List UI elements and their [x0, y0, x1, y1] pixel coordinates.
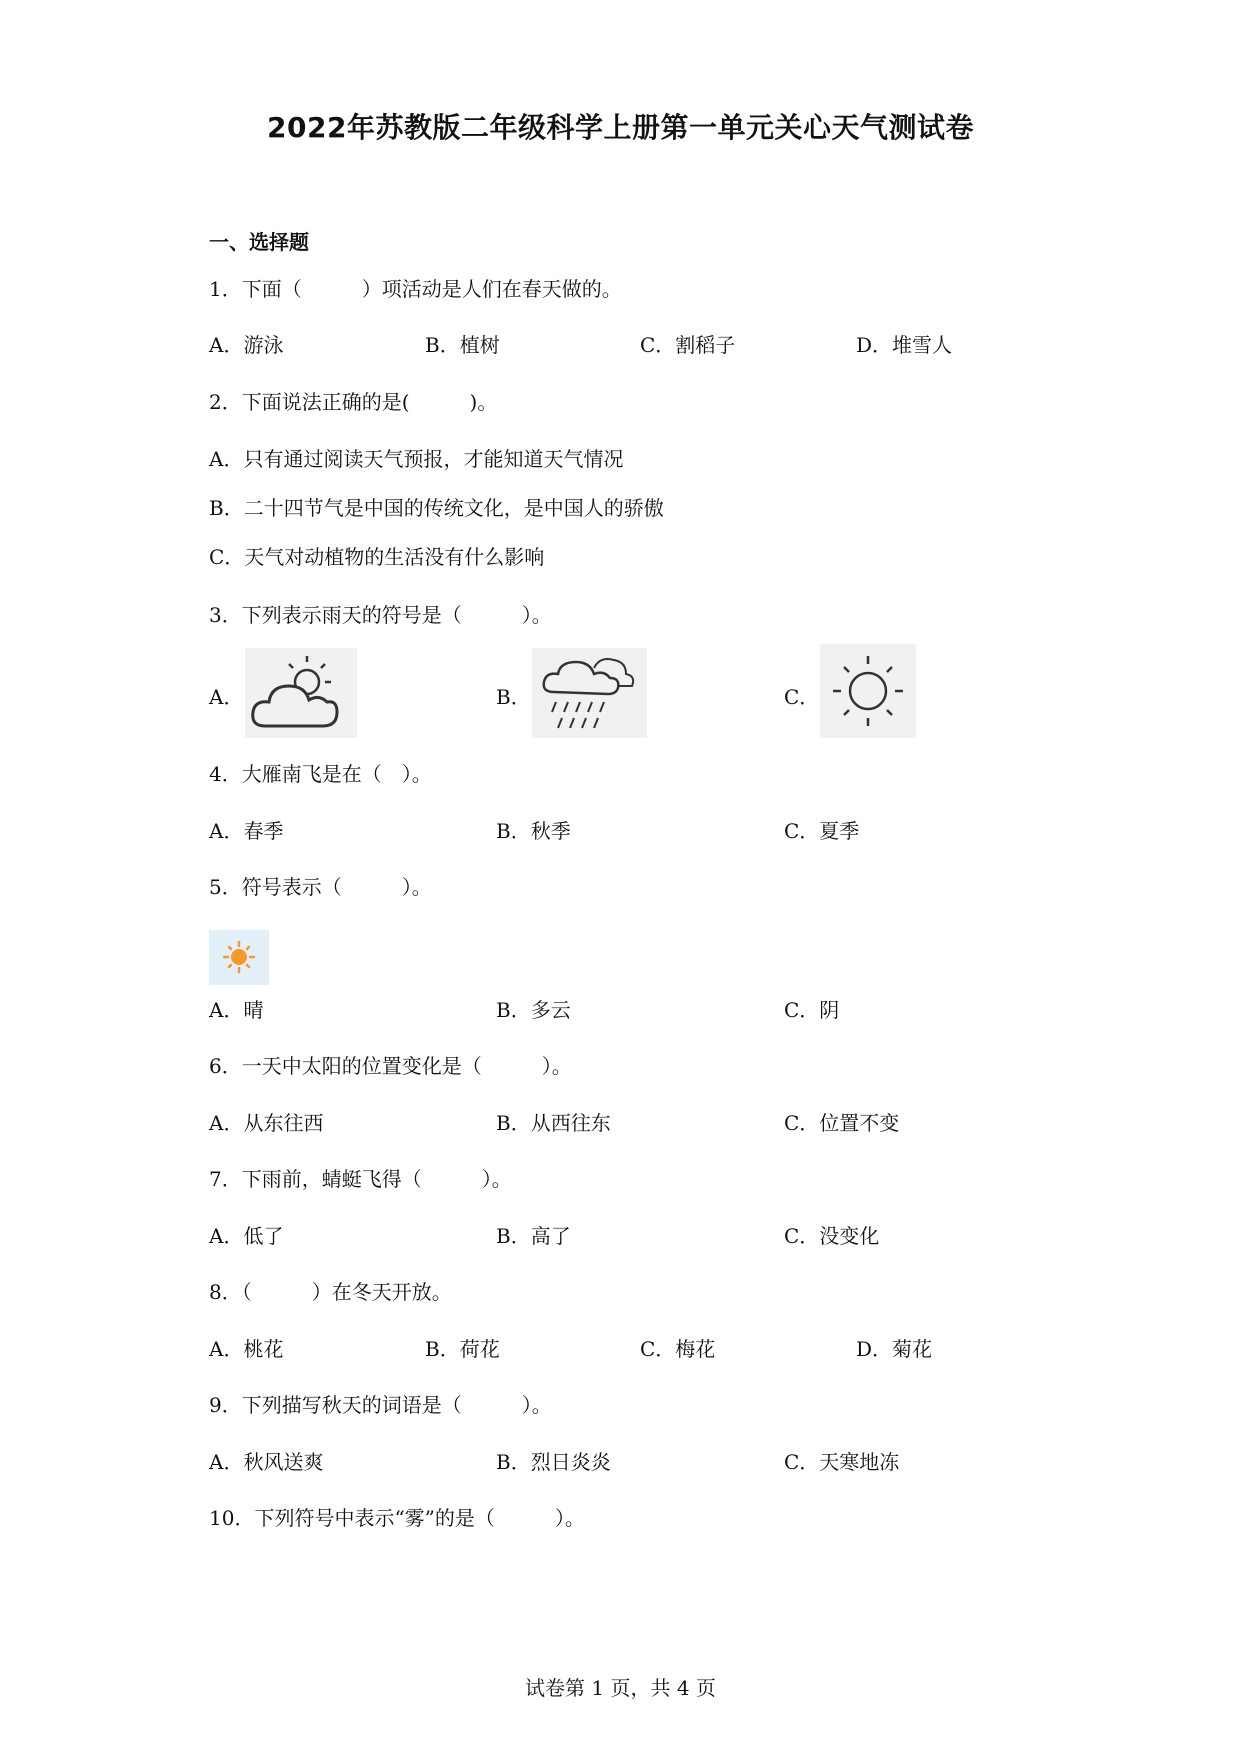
q5-option-b[interactable]: B．多云 — [496, 998, 571, 1022]
question-2-stem: 2．下面说法正确的是( )。 — [209, 390, 498, 414]
sun-icon — [209, 930, 269, 985]
q5-option-c[interactable]: C．阴 — [784, 998, 840, 1022]
rain-cloud-icon — [532, 648, 647, 738]
q7-option-c[interactable]: C．没变化 — [784, 1224, 880, 1248]
q1-option-d[interactable]: D．堆雪人 — [856, 333, 953, 357]
question-10-stem: 10．下列符号中表示“雾”的是（ ）。 — [209, 1506, 585, 1530]
question-7-stem: 7．下雨前，蜻蜓飞得（ ）。 — [209, 1167, 512, 1191]
section-heading: 一、选择题 — [209, 230, 309, 254]
q6-option-b[interactable]: B．从西往东 — [496, 1111, 611, 1135]
q1-option-b[interactable]: B．植树 — [425, 333, 500, 357]
q2-option-c[interactable]: C．天气对动植物的生活没有什么影响 — [209, 545, 545, 569]
q5-option-a[interactable]: A．晴 — [209, 998, 264, 1022]
q8-option-b[interactable]: B．荷花 — [425, 1337, 500, 1361]
q2-option-b[interactable]: B．二十四节气是中国的传统文化，是中国人的骄傲 — [209, 496, 664, 520]
q4-option-a[interactable]: A．春季 — [209, 819, 284, 843]
q2-option-a[interactable]: A．只有通过阅读天气预报，才能知道天气情况 — [209, 447, 624, 471]
q6-option-a[interactable]: A．从东往西 — [209, 1111, 324, 1135]
q8-option-a[interactable]: A．桃花 — [209, 1337, 284, 1361]
q1-option-c[interactable]: C．割稻子 — [640, 333, 736, 357]
q4-option-b[interactable]: B．秋季 — [496, 819, 571, 843]
q3-option-a[interactable]: A． — [209, 685, 244, 709]
question-1-stem: 1．下面（ ）项活动是人们在春天做的。 — [209, 277, 622, 301]
question-4-stem: 4．大雁南飞是在（ ）。 — [209, 762, 432, 786]
page-title: 2022年苏教版二年级科学上册第一单元关心天气测试卷 — [267, 111, 974, 144]
question-9-stem: 9．下列描写秋天的词语是（ ）。 — [209, 1393, 552, 1417]
q9-option-c[interactable]: C．天寒地冻 — [784, 1450, 900, 1474]
q7-option-a[interactable]: A．低了 — [209, 1224, 284, 1248]
question-8-stem: 8．（ ）在冬天开放。 — [209, 1280, 452, 1304]
q8-option-d[interactable]: D．菊花 — [856, 1337, 933, 1361]
q7-option-b[interactable]: B．高了 — [496, 1224, 571, 1248]
partly-cloudy-icon — [245, 648, 357, 738]
sun-icon — [820, 644, 916, 738]
question-5-stem: 5．符号表示（ ）。 — [209, 875, 432, 899]
page-footer: 试卷第 1 页，共 4 页 — [525, 1676, 716, 1700]
q8-option-c[interactable]: C．梅花 — [640, 1337, 716, 1361]
q3-option-c[interactable]: C． — [784, 685, 820, 709]
q1-option-a[interactable]: A．游泳 — [209, 333, 284, 357]
q4-option-c[interactable]: C．夏季 — [784, 819, 860, 843]
q3-option-b[interactable]: B． — [496, 685, 531, 709]
question-6-stem: 6．一天中太阳的位置变化是（ ）。 — [209, 1054, 572, 1078]
q9-option-b[interactable]: B．烈日炎炎 — [496, 1450, 611, 1474]
q9-option-a[interactable]: A．秋风送爽 — [209, 1450, 324, 1474]
question-3-stem: 3．下列表示雨天的符号是（ ）。 — [209, 603, 552, 627]
q6-option-c[interactable]: C．位置不变 — [784, 1111, 900, 1135]
